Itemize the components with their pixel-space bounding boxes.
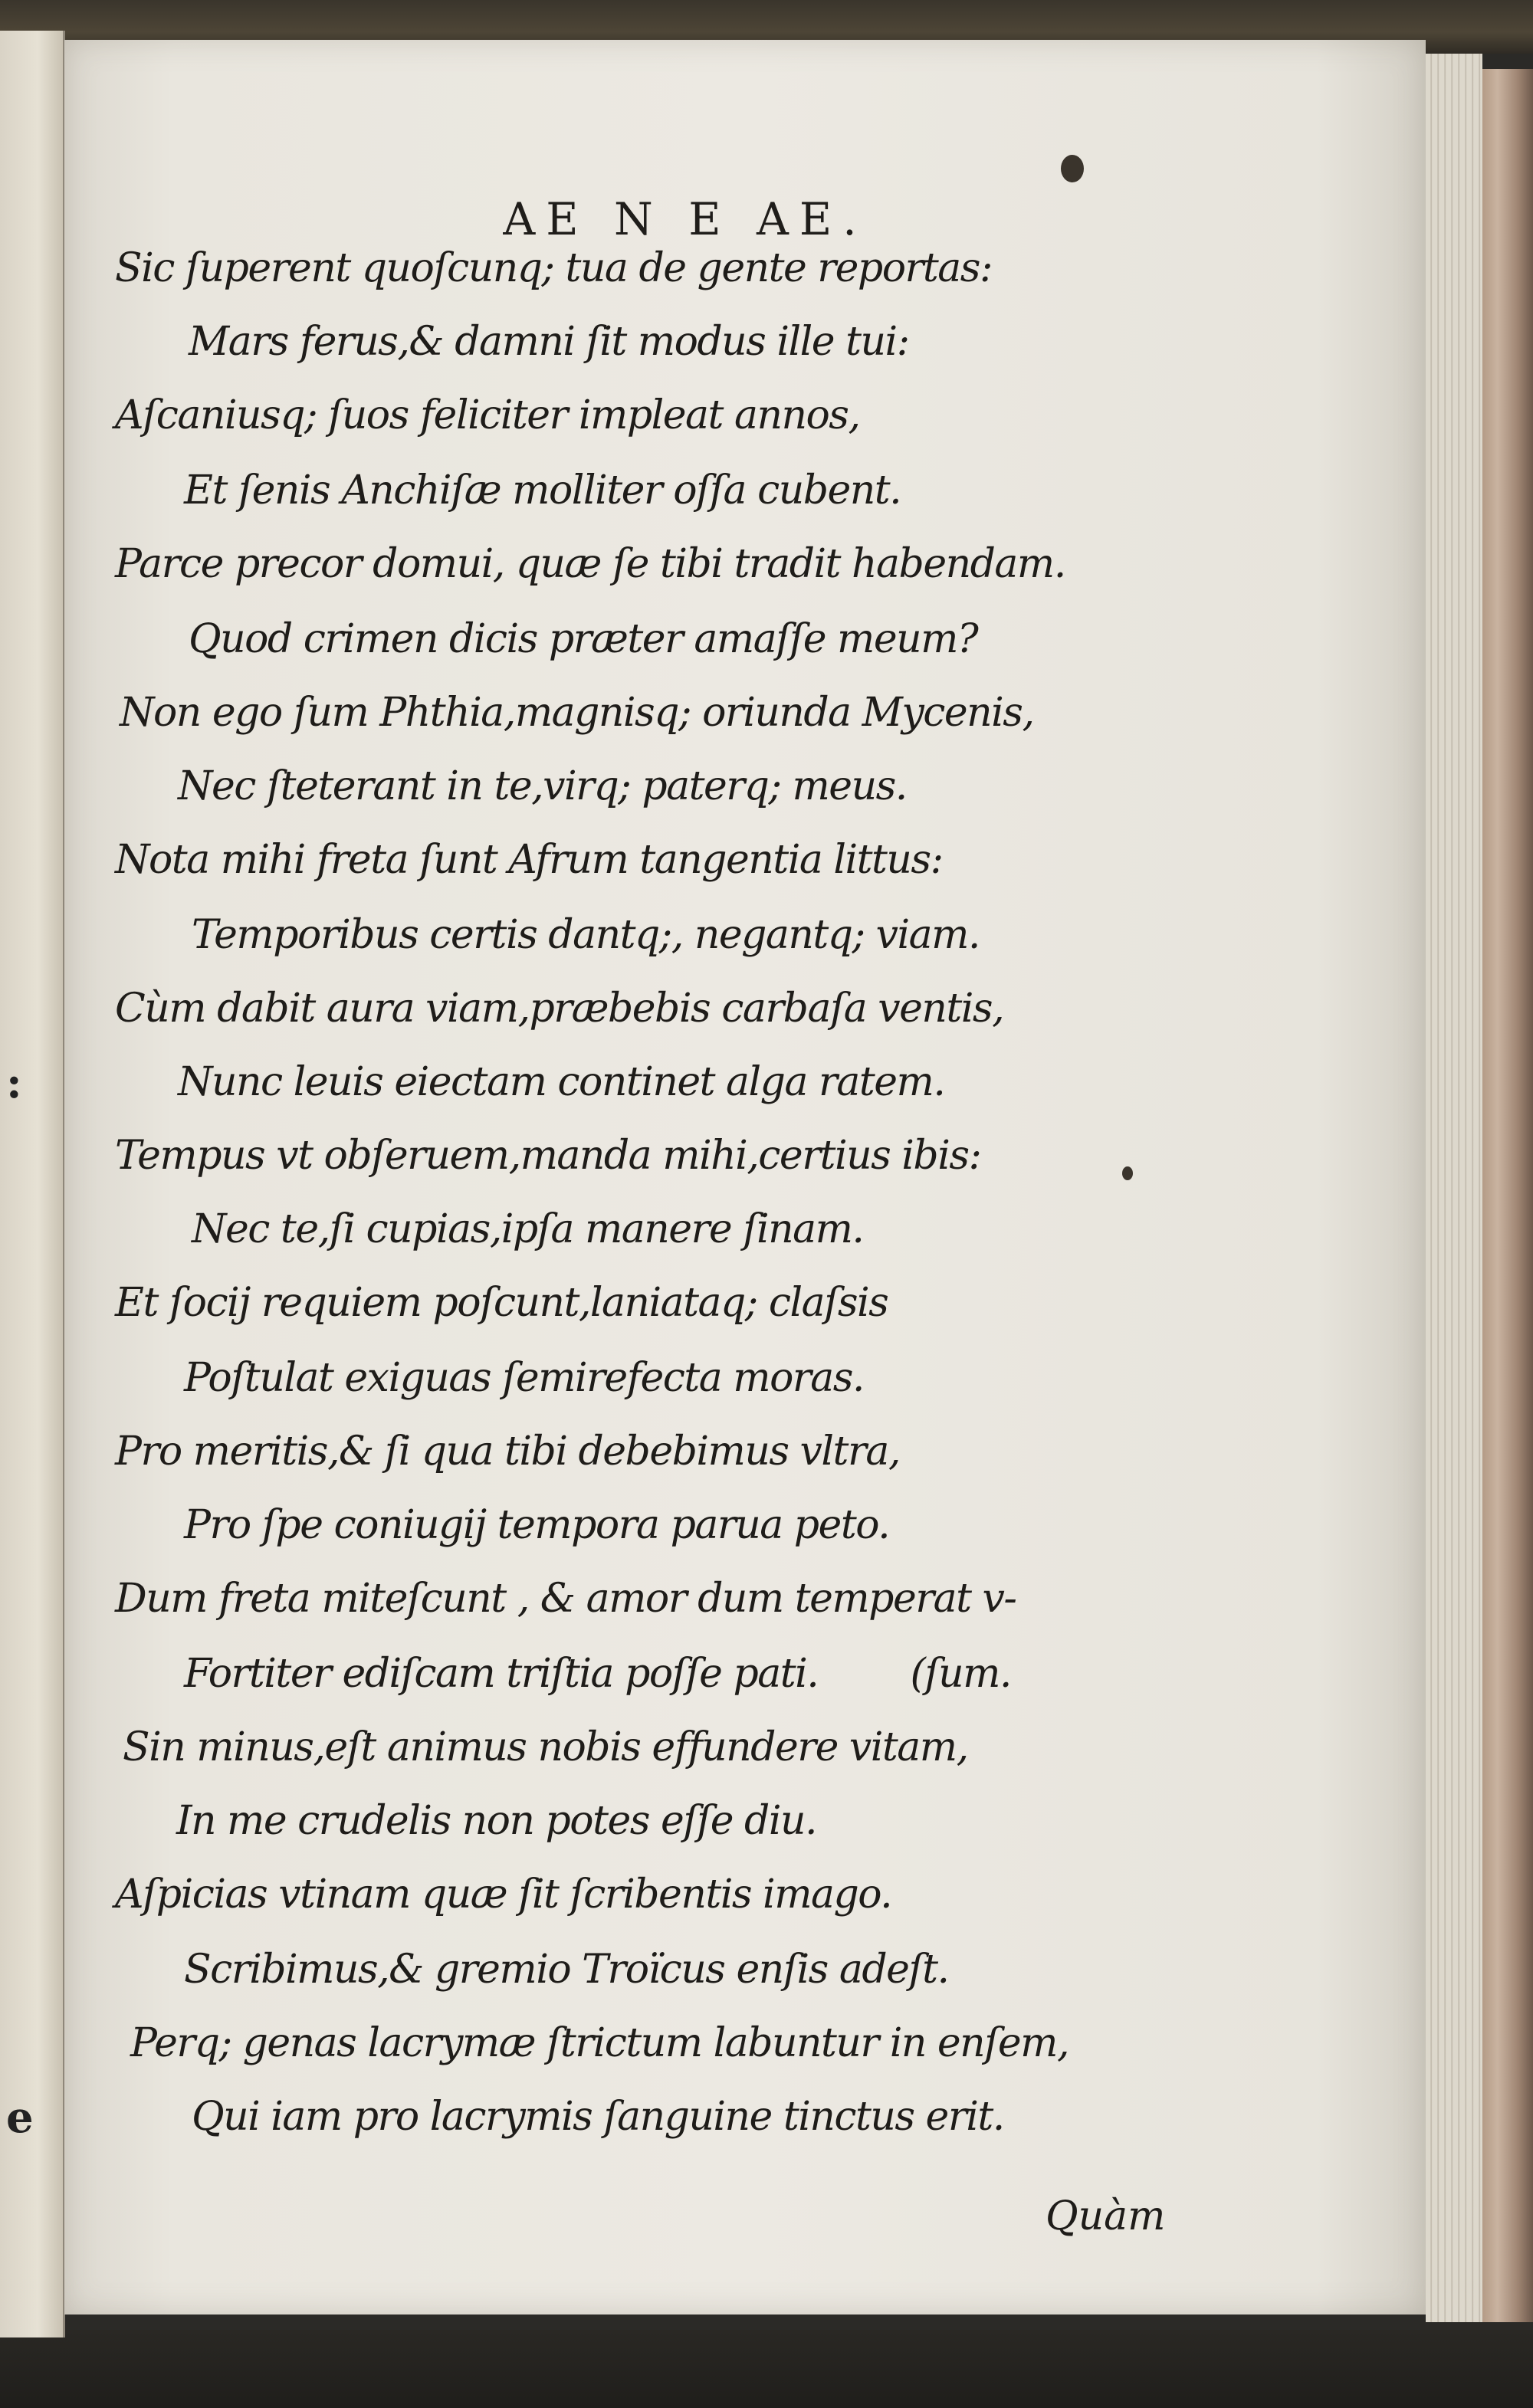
facing-page-fragment: e: [6, 2092, 34, 2143]
verse-line: Poſtulat exiguas ſemirefecta moras.: [184, 1355, 864, 1401]
verse-line: In me crudelis non potes eſſe diu.: [176, 1798, 816, 1844]
book-binding-bottom: [0, 2330, 1533, 2408]
page-stack-edges: [1426, 54, 1482, 2322]
verse-line: Aſcaniusq; ſuos feliciter impleat annos,: [115, 392, 860, 438]
verse-line: Tempus vt obſeruem,manda mihi,certius ibis:: [115, 1133, 981, 1179]
verse-line: Qui iam pro lacrymis ſanguine tinctus erit.: [192, 2094, 1004, 2140]
verse-line: Pro ſpe coniugij tempora parua peto.: [184, 1502, 890, 1548]
verse-line: Nec ſteterant in te,virq; paterq; meus.: [178, 763, 907, 809]
verse-line: Nota mihi freta ſunt Afrum tangentia littus:: [115, 837, 943, 883]
verse-line: Nunc leuis eiectam continet alga ratem.: [178, 1059, 945, 1105]
verse-line: Perq; genas lacrymæ ſtrictum labuntur in enſem,: [130, 2020, 1069, 2066]
book-page: [64, 40, 1426, 2315]
verse-line: Quod crimen dicis præter amaſſe meum?: [189, 616, 978, 662]
facing-page-fragment: :: [6, 1058, 22, 1108]
verse-line: Sic ſuperent quoſcunq; tua de gente reportas:: [115, 245, 992, 291]
verse-line: Fortiter ediſcam triſtia poſſe pati. (ſum.: [184, 1651, 1011, 1697]
verse-line: Parce precor domui, quæ ſe tibi tradit habendam.: [115, 541, 1065, 587]
verse-line: Non ego ſum Phthia,magnisq; oriunda Mycenis,: [120, 690, 1034, 736]
ink-spot: [1122, 1166, 1133, 1180]
verse-line: Sin minus,eſt animus nobis effundere vitam,: [123, 1724, 968, 1770]
verse-line: Et ſenis Anchiſæ molliter oſſa cubent.: [184, 467, 901, 513]
verse-line: Nec te,ſi cupias,ipſa manere ſinam.: [192, 1206, 864, 1252]
verse-line: Temporibus certis dantq;, negantq; viam.: [192, 912, 980, 958]
verse-line: Dum freta miteſcunt , & amor dum temperat v-: [115, 1576, 1016, 1622]
verse-line: Pro meritis,& ſi qua tibi debebimus vltra,: [115, 1429, 900, 1475]
book-cover-edge: [1482, 69, 1533, 2322]
ink-blot: [1061, 155, 1084, 182]
verse-line: Aſpicias vtinam quæ ſit ſcribentis imago.: [115, 1872, 892, 1918]
running-head: AE N E AE.: [503, 193, 868, 245]
catchword: Quàm: [1046, 2193, 1166, 2239]
verse-line: Scribimus,& gremio Troïcus enſis adeſt.: [184, 1947, 949, 1993]
verse-line: Mars ferus,& damni ſit modus ille tui:: [189, 319, 909, 365]
verse-line: Cùm dabit aura viam,præbebis carbaſa ventis,: [115, 986, 1004, 1032]
verse-line: Et ſocij requiem poſcunt,laniataq; claſsis: [115, 1280, 888, 1326]
facing-page-edge: [0, 31, 65, 2337]
